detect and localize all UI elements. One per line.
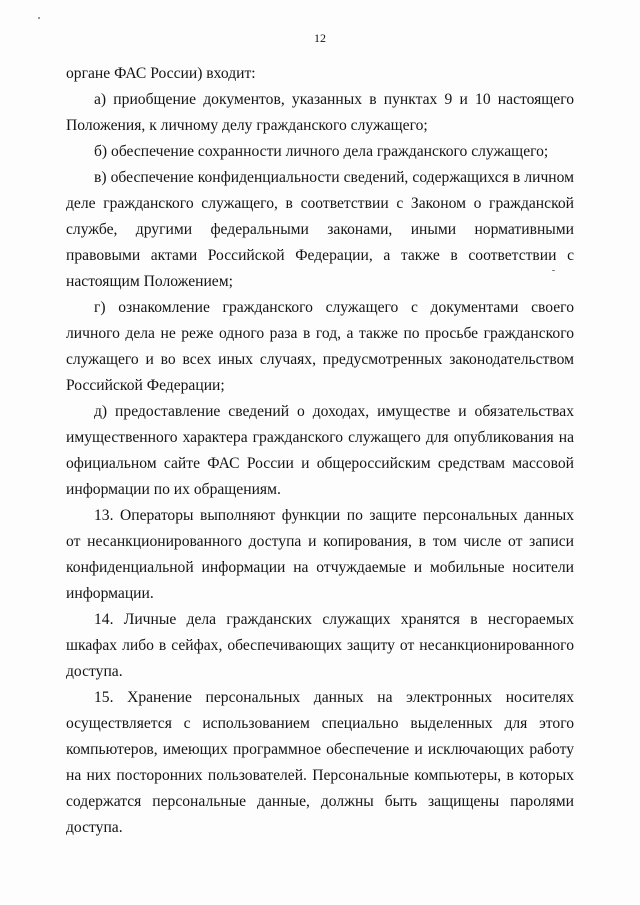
document-text [66, 61, 574, 841]
paragraph-intro: органе ФАС России) входит: [66, 65, 256, 82]
scan-speck [38, 17, 40, 19]
paragraph-14: 14. Личные дела гражданских служащих хранятся в несгораемых шкафах либо в сейфах, обеспечивающих защиту от несанкционированного доступа. [66, 611, 574, 680]
paragraph-13: 13. Операторы выполняют функции по защите персональных данных от несанкционированного доступа и копирования, в том числе от записи конфиденциальной информации на отчуждаемые и мобильные носители информации. [66, 507, 574, 602]
page-number: 12 [314, 31, 326, 45]
paragraph-item-b: б) обеспечение сохранности личного дела гражданского служащего; [94, 143, 549, 160]
paragraph-item-d: д) предоставление сведений о доходах, имуществе и обязательствах имущественного характера гражданского служащего для опубликования на официальном сайте ФАС России и общероссийским средствам массовой информации по их обращениям. [66, 403, 574, 498]
paragraph-item-v: в) обеспечение конфиденциальности сведений, содержащихся в личном деле гражданского служащего, в соответствии с Законом о гражданской службе, другими федеральными законами, иными нормативными правовыми актами Российской Федерации, а также в соответствии с настоящим Положением; [66, 169, 574, 290]
paragraph-item-g: г) ознакомление гражданского служащего с документами своего личного дела не реже одного раза в год, а также по просьбе гражданского служащего и во всех иных случаях, предусмотренных законодательством Российской Федерации; [66, 299, 574, 394]
paragraph-item-a: а) приобщение документов, указанных в пунктах 9 и 10 настоящего Положения, к личному делу гражданского служащего; [66, 91, 574, 134]
paragraph-15: 15. Хранение персональных данных на электронных носителях осуществляется с использованием специально выделенных для этого компьютеров, имеющих программное обеспечение и исключающих работу на них посторонних пользователей. Персональные компьютеры, в которых содержатся персональные данные, должны быть защищены паролями доступа. [66, 689, 574, 836]
